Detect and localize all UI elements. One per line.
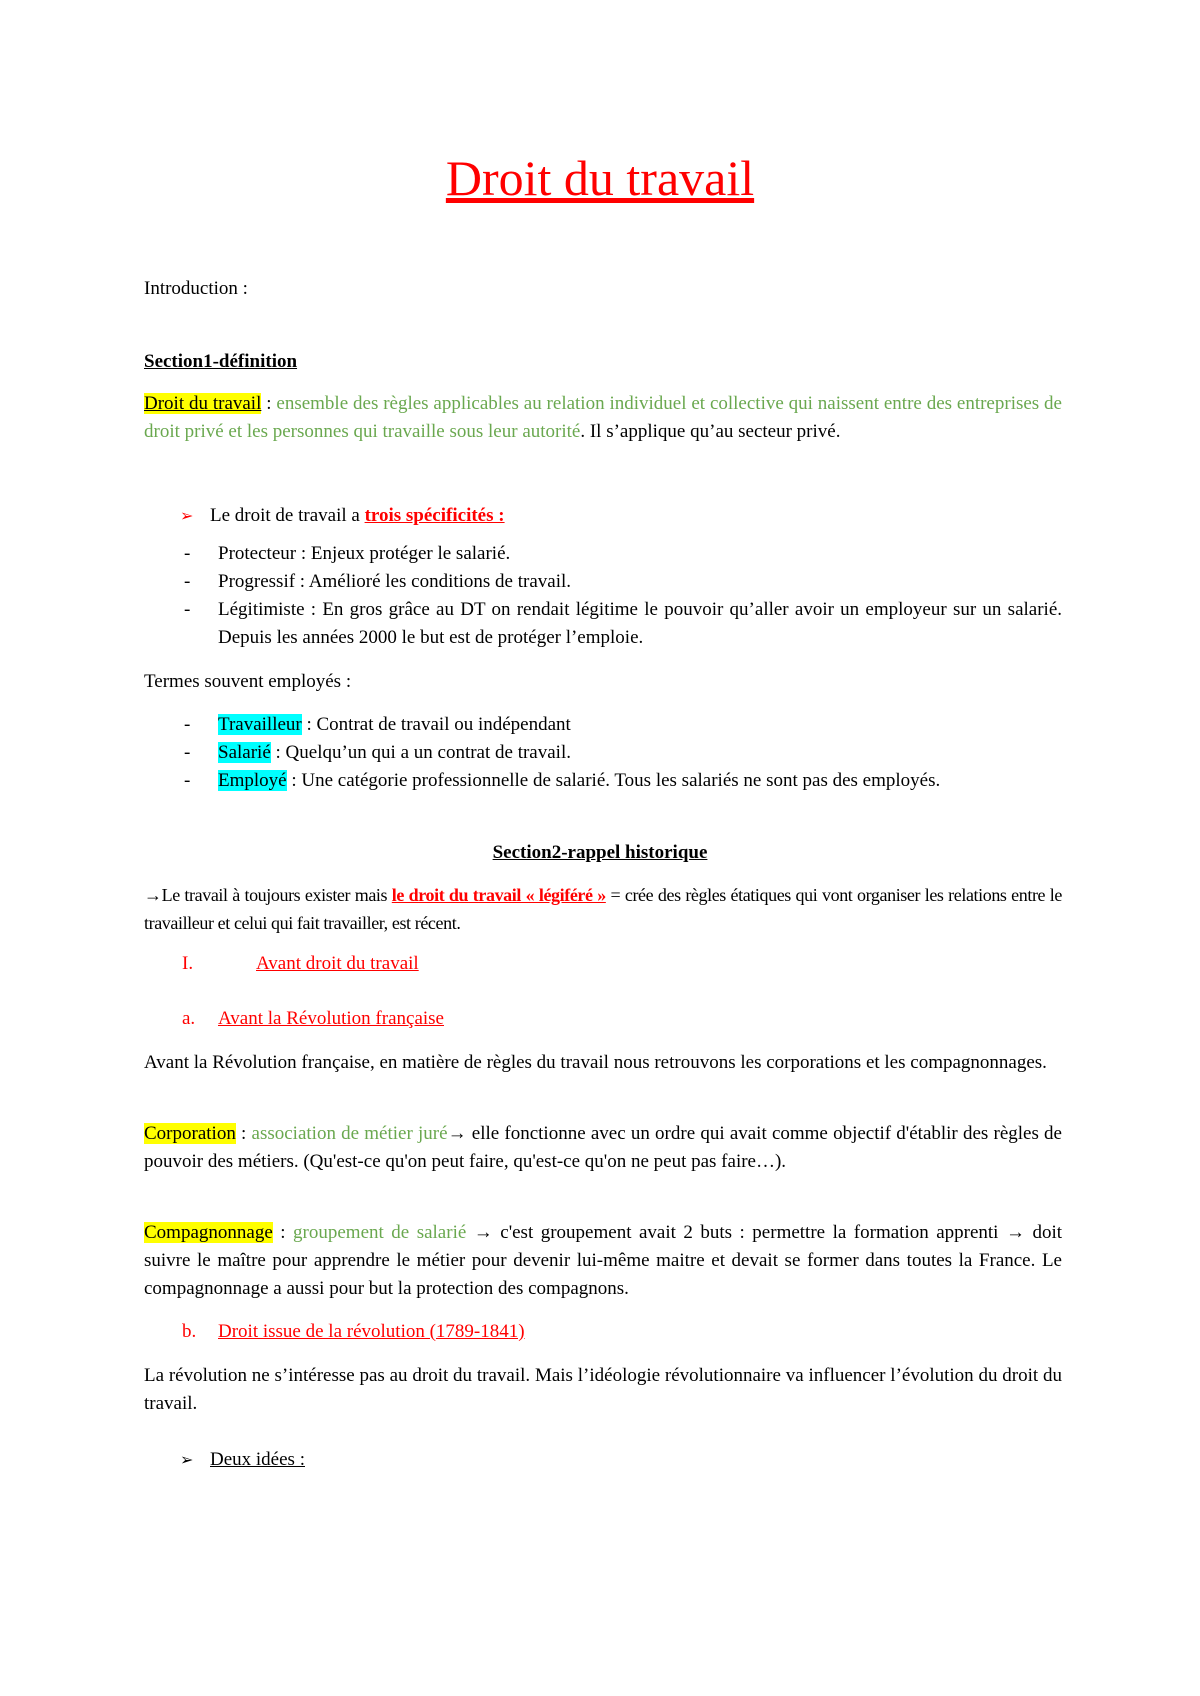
part1-number: I. xyxy=(182,953,194,974)
definition-sep: : xyxy=(261,393,277,414)
definition-paragraph xyxy=(144,390,1062,446)
term-highlight: Salarié xyxy=(218,742,271,763)
compagnonnage-term: Compagnonnage xyxy=(144,1222,273,1243)
term-highlight: Travailleur xyxy=(218,714,302,735)
specificities-line xyxy=(144,502,505,530)
part1-title: Avant droit du travail xyxy=(256,953,419,974)
list-item: - Employé : Une catégorie professionnelle de salarié. Tous les salariés ne sont pas des employés. xyxy=(184,770,941,791)
deux-idees-label: Deux idées : xyxy=(210,1449,305,1470)
sub-a-letter: a. xyxy=(182,1008,196,1029)
list-item: - Légitimiste : En gros grâce au DT on rendait légitime le pouvoir qu’aller avoir un employeur sur un salarié. Depuis les années 2000 le but est de protéger l’emploie. xyxy=(184,599,1062,648)
list-item: - Salarié : Quelqu’un qui a un contrat de travail. xyxy=(184,742,571,763)
arrow-bullet-icon: ➢ xyxy=(180,1450,194,1469)
specificities-highlight: trois spécificités : xyxy=(364,505,505,526)
compagnonnage-green-text: groupement de salarié xyxy=(293,1222,467,1243)
arrow-bullet-icon: ➢ xyxy=(180,506,194,525)
compagnonnage-paragraph: Compagnonnage : groupement de salarié → c'est groupement avait 2 buts : permettre la formation apprenti → doit suivre le maître pour apprendre le métier pour devenir lui-même maitre et devait se former dans toutes la France. Le compagnonnage a aussi pour but la protection des compagnons. xyxy=(144,1222,1063,1299)
definition-term: Droit du travail xyxy=(144,393,262,414)
terms-intro: Termes souvent employés : xyxy=(144,671,352,692)
corporation-paragraph: Corporation : association de métier juré→ elle fonctionne avec un ordre qui avait comme objectif d'établir des règles de pouvoir des métiers. (Qu'est-ce qu'on peut faire, qu'est-ce qu'on ne peut pas faire…). xyxy=(144,1123,1062,1172)
document-title: Droit du travail xyxy=(445,150,755,206)
right-arrow-icon: → xyxy=(466,1222,501,1243)
right-arrow-icon: → xyxy=(1005,1222,1025,1243)
definition-green-text: ensemble des règles applicables au relation individuel et collective qui naissent entre des entreprises de droit privé et les personnes qui travaille sous leur autorité xyxy=(144,393,1062,442)
right-arrow-icon: → xyxy=(447,1123,467,1144)
para-a: Avant la Révolution française, en matière de règles du travail nous retrouvons les corporations et les compagnonnages. xyxy=(144,1052,1047,1073)
sub-a-heading xyxy=(144,1005,444,1033)
part1-heading xyxy=(144,950,419,978)
definition-rest: . Il s’applique qu’au secteur privé. xyxy=(580,421,841,442)
intro-highlight: le droit du travail « légiféré » xyxy=(391,885,606,905)
deux-idees-line xyxy=(144,1446,305,1474)
specificities-lead: Le droit de travail a xyxy=(210,505,365,526)
section2-heading: Section2-rappel historique xyxy=(492,842,708,863)
list-item: - Travailleur : Contrat de travail ou indépendant xyxy=(184,714,571,735)
sub-a-title: Avant la Révolution française xyxy=(218,1008,444,1029)
corporation-green-text: association de métier juré xyxy=(251,1123,448,1144)
section1-heading: Section1-définition xyxy=(144,351,298,372)
list-item: - Progressif : Amélioré les conditions de travail. xyxy=(184,571,572,592)
introduction-label: Introduction : xyxy=(144,278,248,299)
sub-b-heading xyxy=(144,1318,525,1346)
right-arrow-icon: → xyxy=(144,885,162,905)
para-b: La révolution ne s’intéresse pas au droit du travail. Mais l’idéologie révolutionnaire va influencer l’évolution du droit du travail. xyxy=(144,1365,1062,1414)
specificities-list xyxy=(144,540,1062,652)
corporation-term: Corporation xyxy=(144,1123,236,1144)
sub-b-letter: b. xyxy=(182,1321,197,1342)
list-item: - Protecteur : Enjeux protéger le salarié. xyxy=(184,543,511,564)
terms-list xyxy=(144,711,1062,795)
section2-intro: →Le travail à toujours exister mais le droit du travail « légiféré » = crée des règles étatiques qui vont organiser les relations entre le travailleur et celui qui fait travailler, est récent. xyxy=(144,885,1062,933)
sub-b-title: Droit issue de la révolution (1789-1841) xyxy=(218,1321,525,1342)
term-highlight: Employé xyxy=(218,770,287,791)
